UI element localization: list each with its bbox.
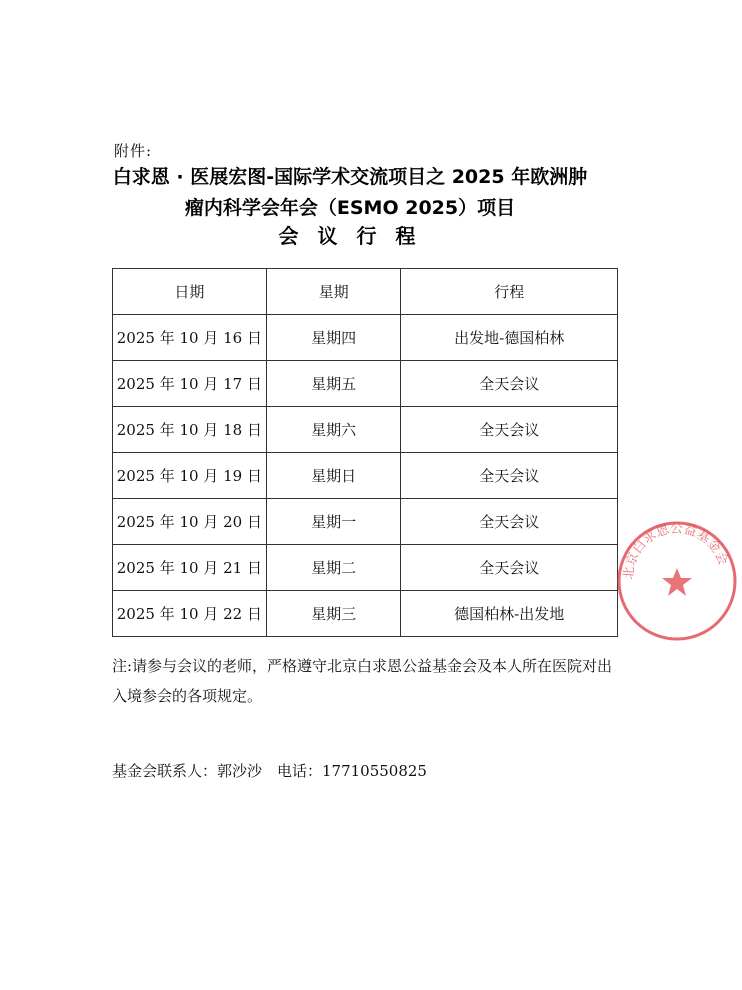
date-cell: 2025 年 10 月 20 日 (113, 499, 267, 545)
table-header-row (113, 269, 618, 315)
weekday-cell: 星期三 (266, 591, 401, 637)
schedule-table (112, 268, 618, 637)
table-row (113, 407, 618, 453)
itinerary-cell: 全天会议 (401, 361, 618, 407)
column-header-date: 日期 (113, 269, 267, 315)
seal-star (662, 568, 692, 596)
contact-line: 基金会联系人：郭沙沙 电话：17710550825 (112, 762, 427, 780)
document-subtitle: 会 议 行 程 (278, 224, 422, 248)
itinerary-cell: 全天会议 (401, 499, 618, 545)
attachment-label: 附件: (114, 142, 153, 160)
date-cell: 2025 年 10 月 21 日 (113, 545, 267, 591)
document-title-line-2: 瘤内科学会年会（ESMO 2025）项目 (184, 197, 516, 219)
weekday-cell: 星期一 (266, 499, 401, 545)
note-paragraph: 注:请参与会议的老师，严格遵守北京白求恩公益基金会及本人所在医院对出入境参会的各项规定。 (112, 657, 613, 705)
table-row (113, 499, 618, 545)
date-cell: 2025 年 10 月 22 日 (113, 591, 267, 637)
date-cell: 2025 年 10 月 19 日 (113, 453, 267, 499)
itinerary-cell: 出发地-德国柏林 (401, 315, 618, 361)
weekday-cell: 星期四 (266, 315, 401, 361)
date-cell: 2025 年 10 月 16 日 (113, 315, 267, 361)
document-title-line-1: 白求恩 · 医展宏图-国际学术交流项目之 2025 年欧洲肿 (112, 166, 588, 188)
weekday-cell: 星期二 (266, 545, 401, 591)
weekday-cell: 星期五 (266, 361, 401, 407)
weekday-cell: 星期六 (266, 407, 401, 453)
table-row (113, 545, 618, 591)
seal-text: 北京白求恩公益基金会 (621, 521, 731, 581)
table-row (113, 591, 618, 637)
table-row (113, 315, 618, 361)
itinerary-cell: 全天会议 (401, 453, 618, 499)
column-header-itinerary: 行程 (401, 269, 618, 315)
table-row (113, 361, 618, 407)
date-cell: 2025 年 10 月 18 日 (113, 407, 267, 453)
itinerary-cell: 德国柏林-出发地 (401, 591, 618, 637)
date-cell: 2025 年 10 月 17 日 (113, 361, 267, 407)
seal-stamp-icon (612, 516, 742, 646)
itinerary-cell: 全天会议 (401, 407, 618, 453)
column-header-weekday: 星期 (266, 269, 401, 315)
weekday-cell: 星期日 (266, 453, 401, 499)
itinerary-cell: 全天会议 (401, 545, 618, 591)
table-row (113, 453, 618, 499)
